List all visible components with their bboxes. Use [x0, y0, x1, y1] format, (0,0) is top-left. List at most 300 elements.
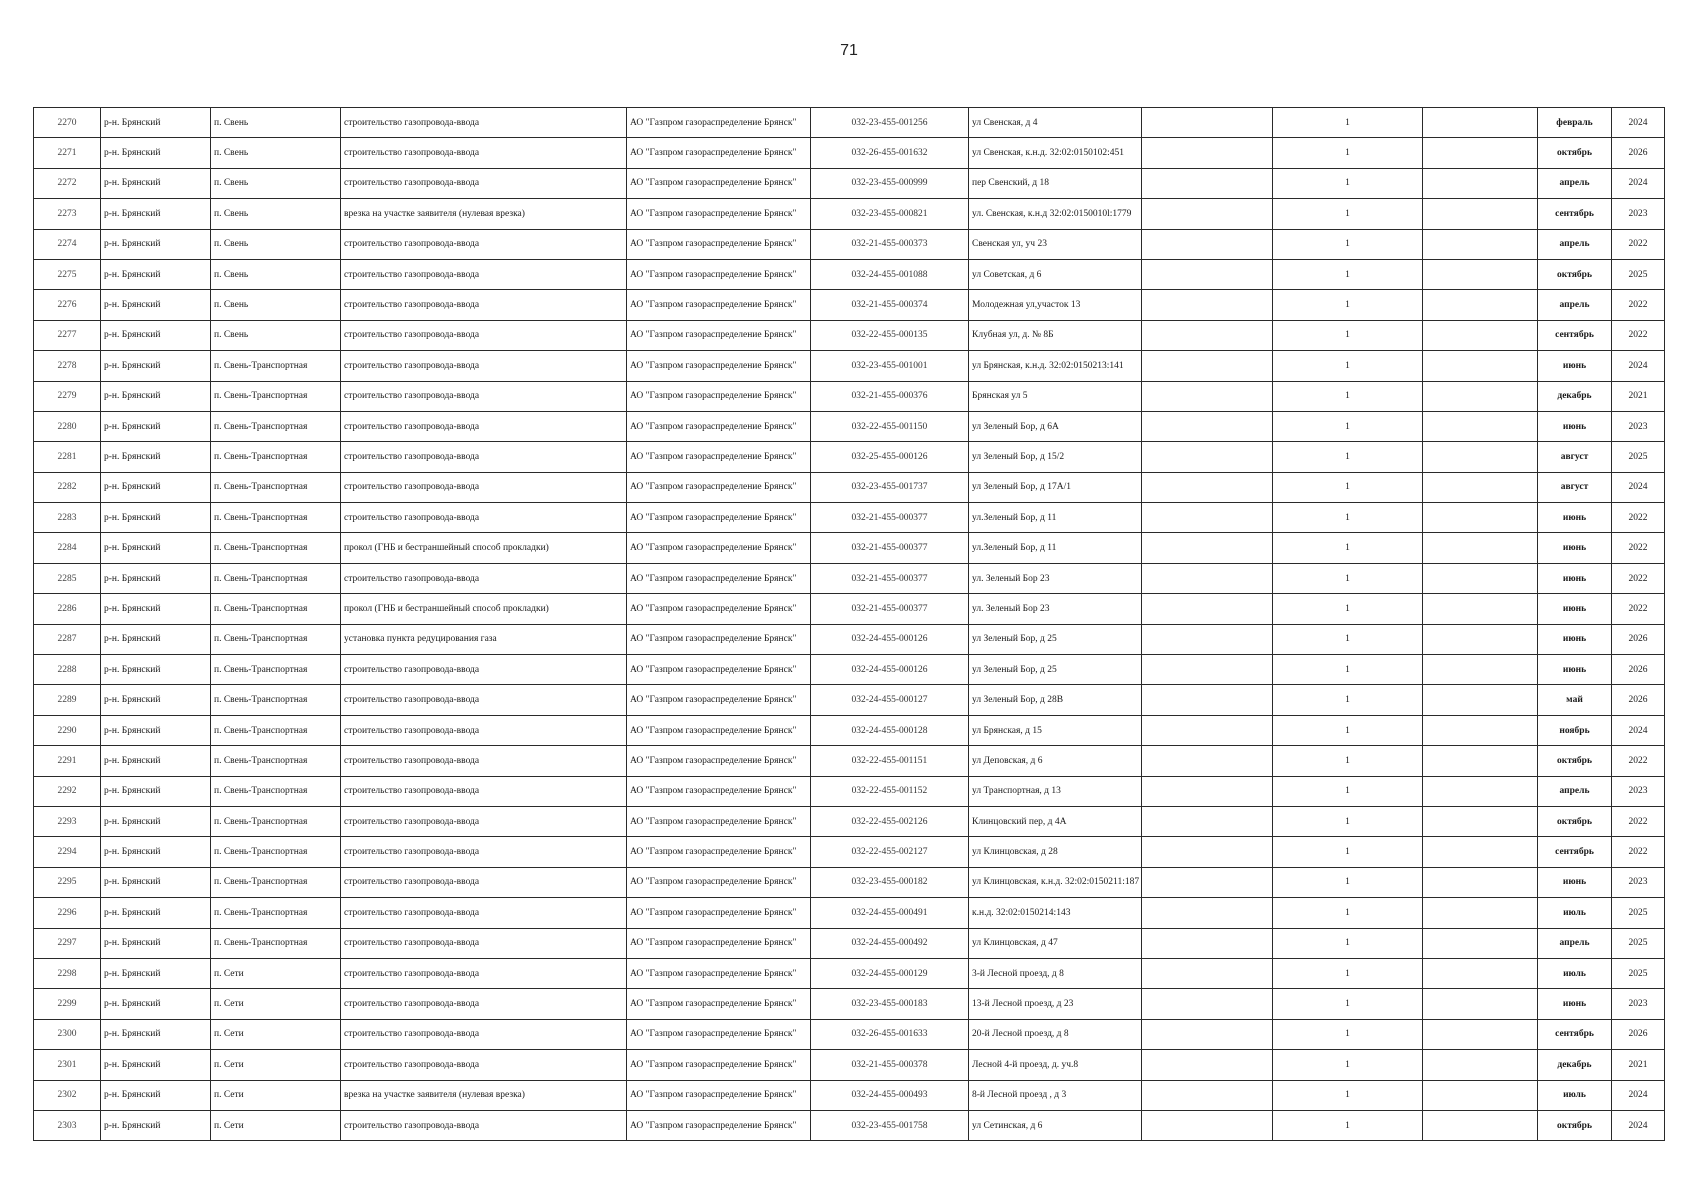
work-type-cell: строительство газопровода-ввода — [341, 837, 627, 867]
empty-cell — [1423, 320, 1538, 350]
address-cell: Клубная ул, д. № 8Б — [969, 320, 1142, 350]
month-cell: апрель — [1538, 928, 1612, 958]
empty-cell — [1423, 928, 1538, 958]
table-row — [34, 442, 1665, 472]
address-cell: ул Транспортная, д 13 — [969, 776, 1142, 806]
year-cell: 2022 — [1612, 837, 1665, 867]
month-cell: апрель — [1538, 290, 1612, 320]
district-cell: р-н. Брянский — [101, 563, 211, 593]
district-cell: р-н. Брянский — [101, 928, 211, 958]
work-type-cell: строительство газопровода-ввода — [341, 715, 627, 745]
empty-cell — [1423, 837, 1538, 867]
address-cell: ул Брянская, д 15 — [969, 715, 1142, 745]
year-cell: 2024 — [1612, 1110, 1665, 1140]
month-cell: апрель — [1538, 168, 1612, 198]
year-cell: 2022 — [1612, 320, 1665, 350]
empty-cell — [1142, 411, 1273, 441]
address-cell: ул Клинцовская, к.н.д. 32:02:0150211:187 — [969, 867, 1142, 897]
count-cell: 1 — [1273, 928, 1423, 958]
row-number: 2281 — [34, 442, 101, 472]
count-cell: 1 — [1273, 503, 1423, 533]
locality-cell: п. Свень-Транспортная — [211, 351, 341, 381]
executor-cell: АО "Газпром газораспределение Брянск" — [627, 806, 811, 836]
application-code-cell: 032-22-455-001151 — [811, 746, 969, 776]
application-code-cell: 032-21-455-000374 — [811, 290, 969, 320]
address-cell: ул.Зеленый Бор, д 11 — [969, 503, 1142, 533]
application-code-cell: 032-23-455-001256 — [811, 108, 969, 138]
application-code-cell: 032-23-455-000821 — [811, 199, 969, 229]
year-cell: 2022 — [1612, 229, 1665, 259]
empty-cell — [1142, 1080, 1273, 1110]
locality-cell: п. Свень — [211, 290, 341, 320]
work-type-cell: строительство газопровода-ввода — [341, 259, 627, 289]
district-cell: р-н. Брянский — [101, 776, 211, 806]
district-cell: р-н. Брянский — [101, 229, 211, 259]
address-cell: пер Свенский, д 18 — [969, 168, 1142, 198]
empty-cell — [1423, 594, 1538, 624]
locality-cell: п. Свень — [211, 138, 341, 168]
address-cell: ул Зеленый Бор, д 17А/1 — [969, 472, 1142, 502]
month-cell: октябрь — [1538, 1110, 1612, 1140]
address-cell: ул. Свенская, к.н.д 32:02:0150010l:1779 — [969, 199, 1142, 229]
row-number: 2288 — [34, 655, 101, 685]
count-cell: 1 — [1273, 290, 1423, 320]
application-code-cell: 032-22-455-002126 — [811, 806, 969, 836]
locality-cell: п. Свень-Транспортная — [211, 411, 341, 441]
row-number: 2271 — [34, 138, 101, 168]
year-cell: 2025 — [1612, 928, 1665, 958]
work-type-cell: строительство газопровода-ввода — [341, 1019, 627, 1049]
row-number: 2273 — [34, 199, 101, 229]
empty-cell — [1423, 229, 1538, 259]
count-cell: 1 — [1273, 138, 1423, 168]
row-number: 2279 — [34, 381, 101, 411]
empty-cell — [1142, 138, 1273, 168]
year-cell: 2025 — [1612, 442, 1665, 472]
row-number: 2292 — [34, 776, 101, 806]
year-cell: 2022 — [1612, 563, 1665, 593]
table-row — [34, 1050, 1665, 1080]
work-type-cell: строительство газопровода-ввода — [341, 168, 627, 198]
count-cell: 1 — [1273, 958, 1423, 988]
district-cell: р-н. Брянский — [101, 989, 211, 1019]
row-number: 2285 — [34, 563, 101, 593]
table-row — [34, 715, 1665, 745]
month-cell: сентябрь — [1538, 320, 1612, 350]
row-number: 2272 — [34, 168, 101, 198]
year-cell: 2025 — [1612, 259, 1665, 289]
locality-cell: п. Сети — [211, 1050, 341, 1080]
address-cell: ул Советская, д 6 — [969, 259, 1142, 289]
table-row — [34, 199, 1665, 229]
year-cell: 2022 — [1612, 503, 1665, 533]
address-cell: Брянская ул 5 — [969, 381, 1142, 411]
empty-cell — [1423, 533, 1538, 563]
year-cell: 2026 — [1612, 1019, 1665, 1049]
work-type-cell: прокол (ГНБ и бестраншейный способ прокладки) — [341, 594, 627, 624]
executor-cell: АО "Газпром газораспределение Брянск" — [627, 290, 811, 320]
empty-cell — [1142, 776, 1273, 806]
address-cell: 13-й Лесной проезд, д 23 — [969, 989, 1142, 1019]
address-cell: Лесной 4-й проезд, д. уч.8 — [969, 1050, 1142, 1080]
work-type-cell: строительство газопровода-ввода — [341, 928, 627, 958]
application-code-cell: 032-21-455-000378 — [811, 1050, 969, 1080]
table-row — [34, 898, 1665, 928]
count-cell: 1 — [1273, 806, 1423, 836]
count-cell: 1 — [1273, 655, 1423, 685]
locality-cell: п. Сети — [211, 1110, 341, 1140]
executor-cell: АО "Газпром газораспределение Брянск" — [627, 776, 811, 806]
empty-cell — [1142, 898, 1273, 928]
address-cell: ул. Зеленый Бор 23 — [969, 563, 1142, 593]
count-cell: 1 — [1273, 715, 1423, 745]
table-row — [34, 108, 1665, 138]
empty-cell — [1142, 563, 1273, 593]
executor-cell: АО "Газпром газораспределение Брянск" — [627, 655, 811, 685]
locality-cell: п. Свень-Транспортная — [211, 563, 341, 593]
empty-cell — [1142, 168, 1273, 198]
locality-cell: п. Свень — [211, 108, 341, 138]
executor-cell: АО "Газпром газораспределение Брянск" — [627, 503, 811, 533]
application-code-cell: 032-24-455-000126 — [811, 655, 969, 685]
empty-cell — [1142, 442, 1273, 472]
count-cell: 1 — [1273, 351, 1423, 381]
application-code-cell: 032-24-455-000126 — [811, 624, 969, 654]
row-number: 2290 — [34, 715, 101, 745]
locality-cell: п. Свень-Транспортная — [211, 533, 341, 563]
address-cell: Молодежная ул,участок 13 — [969, 290, 1142, 320]
table-row — [34, 837, 1665, 867]
table-row — [34, 746, 1665, 776]
empty-cell — [1423, 411, 1538, 441]
application-code-cell: 032-25-455-000126 — [811, 442, 969, 472]
locality-cell: п. Свень — [211, 259, 341, 289]
application-code-cell: 032-24-455-000491 — [811, 898, 969, 928]
table-row — [34, 259, 1665, 289]
empty-cell — [1423, 958, 1538, 988]
executor-cell: АО "Газпром газораспределение Брянск" — [627, 715, 811, 745]
table-body — [34, 108, 1665, 1141]
empty-cell — [1142, 806, 1273, 836]
month-cell: апрель — [1538, 776, 1612, 806]
month-cell: июнь — [1538, 533, 1612, 563]
district-cell: р-н. Брянский — [101, 320, 211, 350]
executor-cell: АО "Газпром газораспределение Брянск" — [627, 199, 811, 229]
empty-cell — [1423, 898, 1538, 928]
empty-cell — [1142, 320, 1273, 350]
year-cell: 2026 — [1612, 685, 1665, 715]
executor-cell: АО "Газпром газораспределение Брянск" — [627, 168, 811, 198]
row-number: 2277 — [34, 320, 101, 350]
empty-cell — [1423, 746, 1538, 776]
district-cell: р-н. Брянский — [101, 290, 211, 320]
executor-cell: АО "Газпром газораспределение Брянск" — [627, 533, 811, 563]
year-cell: 2022 — [1612, 290, 1665, 320]
executor-cell: АО "Газпром газораспределение Брянск" — [627, 624, 811, 654]
year-cell: 2022 — [1612, 594, 1665, 624]
work-type-cell: строительство газопровода-ввода — [341, 1110, 627, 1140]
empty-cell — [1423, 715, 1538, 745]
work-type-cell: строительство газопровода-ввода — [341, 411, 627, 441]
year-cell: 2024 — [1612, 108, 1665, 138]
empty-cell — [1142, 533, 1273, 563]
application-code-cell: 032-21-455-000376 — [811, 381, 969, 411]
executor-cell: АО "Газпром газораспределение Брянск" — [627, 138, 811, 168]
table-row — [34, 563, 1665, 593]
month-cell: июнь — [1538, 351, 1612, 381]
executor-cell: АО "Газпром газораспределение Брянск" — [627, 928, 811, 958]
district-cell: р-н. Брянский — [101, 351, 211, 381]
table-row — [34, 685, 1665, 715]
count-cell: 1 — [1273, 411, 1423, 441]
row-number: 2302 — [34, 1080, 101, 1110]
count-cell: 1 — [1273, 989, 1423, 1019]
table-row — [34, 867, 1665, 897]
executor-cell: АО "Газпром газораспределение Брянск" — [627, 1050, 811, 1080]
count-cell: 1 — [1273, 624, 1423, 654]
month-cell: сентябрь — [1538, 199, 1612, 229]
empty-cell — [1142, 199, 1273, 229]
district-cell: р-н. Брянский — [101, 898, 211, 928]
month-cell: октябрь — [1538, 138, 1612, 168]
executor-cell: АО "Газпром газораспределение Брянск" — [627, 259, 811, 289]
row-number: 2296 — [34, 898, 101, 928]
district-cell: р-н. Брянский — [101, 472, 211, 502]
application-code-cell: 032-24-455-000492 — [811, 928, 969, 958]
empty-cell — [1423, 563, 1538, 593]
locality-cell: п. Свень-Транспортная — [211, 594, 341, 624]
application-code-cell: 032-22-455-000135 — [811, 320, 969, 350]
empty-cell — [1142, 290, 1273, 320]
address-cell: ул Брянская, к.н.д. 32:02:0150213:141 — [969, 351, 1142, 381]
empty-cell — [1142, 381, 1273, 411]
row-number: 2299 — [34, 989, 101, 1019]
count-cell: 1 — [1273, 533, 1423, 563]
application-code-cell: 032-24-455-001088 — [811, 259, 969, 289]
district-cell: р-н. Брянский — [101, 655, 211, 685]
locality-cell: п. Сети — [211, 1080, 341, 1110]
empty-cell — [1142, 108, 1273, 138]
district-cell: р-н. Брянский — [101, 1019, 211, 1049]
count-cell: 1 — [1273, 199, 1423, 229]
table-row — [34, 168, 1665, 198]
row-number: 2300 — [34, 1019, 101, 1049]
year-cell: 2025 — [1612, 898, 1665, 928]
application-code-cell: 032-23-455-001737 — [811, 472, 969, 502]
address-cell: к.н.д. 32:02:0150214:143 — [969, 898, 1142, 928]
month-cell: июль — [1538, 898, 1612, 928]
month-cell: июнь — [1538, 594, 1612, 624]
empty-cell — [1142, 837, 1273, 867]
month-cell: октябрь — [1538, 259, 1612, 289]
empty-cell — [1142, 229, 1273, 259]
district-cell: р-н. Брянский — [101, 715, 211, 745]
empty-cell — [1142, 259, 1273, 289]
month-cell: сентябрь — [1538, 1019, 1612, 1049]
address-cell: ул Клинцовская, д 47 — [969, 928, 1142, 958]
locality-cell: п. Свень — [211, 168, 341, 198]
month-cell: октябрь — [1538, 746, 1612, 776]
district-cell: р-н. Брянский — [101, 1110, 211, 1140]
work-type-cell: строительство газопровода-ввода — [341, 746, 627, 776]
executor-cell: АО "Газпром газораспределение Брянск" — [627, 411, 811, 441]
empty-cell — [1142, 685, 1273, 715]
application-code-cell: 032-22-455-001152 — [811, 776, 969, 806]
month-cell: август — [1538, 442, 1612, 472]
address-cell: ул Свенская, д 4 — [969, 108, 1142, 138]
row-number: 2283 — [34, 503, 101, 533]
locality-cell: п. Свень-Транспортная — [211, 624, 341, 654]
application-code-cell: 032-21-455-000377 — [811, 594, 969, 624]
month-cell: август — [1538, 472, 1612, 502]
empty-cell — [1142, 989, 1273, 1019]
count-cell: 1 — [1273, 1050, 1423, 1080]
row-number: 2274 — [34, 229, 101, 259]
empty-cell — [1142, 472, 1273, 502]
row-number: 2295 — [34, 867, 101, 897]
work-type-cell: строительство газопровода-ввода — [341, 685, 627, 715]
count-cell: 1 — [1273, 837, 1423, 867]
count-cell: 1 — [1273, 1080, 1423, 1110]
executor-cell: АО "Газпром газораспределение Брянск" — [627, 351, 811, 381]
empty-cell — [1423, 655, 1538, 685]
year-cell: 2022 — [1612, 806, 1665, 836]
executor-cell: АО "Газпром газораспределение Брянск" — [627, 898, 811, 928]
empty-cell — [1142, 1110, 1273, 1140]
table-row — [34, 381, 1665, 411]
empty-cell — [1423, 685, 1538, 715]
empty-cell — [1423, 472, 1538, 502]
empty-cell — [1423, 1019, 1538, 1049]
executor-cell: АО "Газпром газораспределение Брянск" — [627, 867, 811, 897]
locality-cell: п. Свень-Транспортная — [211, 685, 341, 715]
work-type-cell: строительство газопровода-ввода — [341, 108, 627, 138]
count-cell: 1 — [1273, 259, 1423, 289]
work-type-cell: строительство газопровода-ввода — [341, 776, 627, 806]
district-cell: р-н. Брянский — [101, 685, 211, 715]
row-number: 2275 — [34, 259, 101, 289]
registry-table — [33, 107, 1665, 1141]
executor-cell: АО "Газпром газораспределение Брянск" — [627, 1080, 811, 1110]
district-cell: р-н. Брянский — [101, 168, 211, 198]
work-type-cell: строительство газопровода-ввода — [341, 655, 627, 685]
empty-cell — [1423, 442, 1538, 472]
locality-cell: п. Свень-Транспортная — [211, 442, 341, 472]
address-cell: ул Зеленый Бор, д 15/2 — [969, 442, 1142, 472]
year-cell: 2026 — [1612, 138, 1665, 168]
executor-cell: АО "Газпром газораспределение Брянск" — [627, 1110, 811, 1140]
empty-cell — [1142, 594, 1273, 624]
year-cell: 2024 — [1612, 1080, 1665, 1110]
empty-cell — [1142, 655, 1273, 685]
row-number: 2301 — [34, 1050, 101, 1080]
address-cell: Клинцовский пер, д 4А — [969, 806, 1142, 836]
page-number: 71 — [840, 42, 858, 59]
work-type-cell: строительство газопровода-ввода — [341, 442, 627, 472]
table-row — [34, 1019, 1665, 1049]
row-number: 2278 — [34, 351, 101, 381]
executor-cell: АО "Газпром газораспределение Брянск" — [627, 229, 811, 259]
executor-cell: АО "Газпром газораспределение Брянск" — [627, 837, 811, 867]
year-cell: 2023 — [1612, 411, 1665, 441]
address-cell: ул Сетинская, д 6 — [969, 1110, 1142, 1140]
executor-cell: АО "Газпром газораспределение Брянск" — [627, 1019, 811, 1049]
month-cell: декабрь — [1538, 1050, 1612, 1080]
address-cell: Свенская ул, уч 23 — [969, 229, 1142, 259]
address-cell: 20-й Лесной проезд, д 8 — [969, 1019, 1142, 1049]
executor-cell: АО "Газпром газораспределение Брянск" — [627, 472, 811, 502]
locality-cell: п. Свень — [211, 320, 341, 350]
row-number: 2286 — [34, 594, 101, 624]
month-cell: июнь — [1538, 655, 1612, 685]
table-row — [34, 958, 1665, 988]
locality-cell: п. Сети — [211, 1019, 341, 1049]
application-code-cell: 032-22-455-001150 — [811, 411, 969, 441]
address-cell: ул Зеленый Бор, д 6А — [969, 411, 1142, 441]
district-cell: р-н. Брянский — [101, 381, 211, 411]
table-row — [34, 351, 1665, 381]
count-cell: 1 — [1273, 776, 1423, 806]
empty-cell — [1423, 108, 1538, 138]
year-cell: 2021 — [1612, 1050, 1665, 1080]
application-code-cell: 032-22-455-002127 — [811, 837, 969, 867]
district-cell: р-н. Брянский — [101, 594, 211, 624]
district-cell: р-н. Брянский — [101, 108, 211, 138]
month-cell: ноябрь — [1538, 715, 1612, 745]
work-type-cell: строительство газопровода-ввода — [341, 563, 627, 593]
year-cell: 2021 — [1612, 381, 1665, 411]
work-type-cell: строительство газопровода-ввода — [341, 351, 627, 381]
district-cell: р-н. Брянский — [101, 1080, 211, 1110]
address-cell: ул. Зеленый Бор 23 — [969, 594, 1142, 624]
count-cell: 1 — [1273, 108, 1423, 138]
table-row — [34, 928, 1665, 958]
locality-cell: п. Свень-Транспортная — [211, 837, 341, 867]
address-cell: ул Свенская, к.н.д. 32:02:0150102:451 — [969, 138, 1142, 168]
empty-cell — [1423, 503, 1538, 533]
application-code-cell: 032-21-455-000377 — [811, 533, 969, 563]
district-cell: р-н. Брянский — [101, 837, 211, 867]
district-cell: р-н. Брянский — [101, 259, 211, 289]
locality-cell: п. Свень-Транспортная — [211, 746, 341, 776]
district-cell: р-н. Брянский — [101, 199, 211, 229]
month-cell: июнь — [1538, 624, 1612, 654]
table-row — [34, 411, 1665, 441]
count-cell: 1 — [1273, 1019, 1423, 1049]
work-type-cell: строительство газопровода-ввода — [341, 1050, 627, 1080]
year-cell: 2023 — [1612, 776, 1665, 806]
executor-cell: АО "Газпром газораспределение Брянск" — [627, 685, 811, 715]
executor-cell: АО "Газпром газораспределение Брянск" — [627, 594, 811, 624]
application-code-cell: 032-23-455-000999 — [811, 168, 969, 198]
work-type-cell: строительство газопровода-ввода — [341, 320, 627, 350]
locality-cell: п. Свень-Транспортная — [211, 715, 341, 745]
locality-cell: п. Свень — [211, 229, 341, 259]
locality-cell: п. Свень-Транспортная — [211, 806, 341, 836]
district-cell: р-н. Брянский — [101, 533, 211, 563]
work-type-cell: строительство газопровода-ввода — [341, 989, 627, 1019]
empty-cell — [1423, 806, 1538, 836]
month-cell: октябрь — [1538, 806, 1612, 836]
application-code-cell: 032-24-455-000127 — [811, 685, 969, 715]
district-cell: р-н. Брянский — [101, 746, 211, 776]
row-number: 2284 — [34, 533, 101, 563]
month-cell: июнь — [1538, 989, 1612, 1019]
district-cell: р-н. Брянский — [101, 503, 211, 533]
table-row — [34, 776, 1665, 806]
year-cell: 2022 — [1612, 533, 1665, 563]
row-number: 2294 — [34, 837, 101, 867]
